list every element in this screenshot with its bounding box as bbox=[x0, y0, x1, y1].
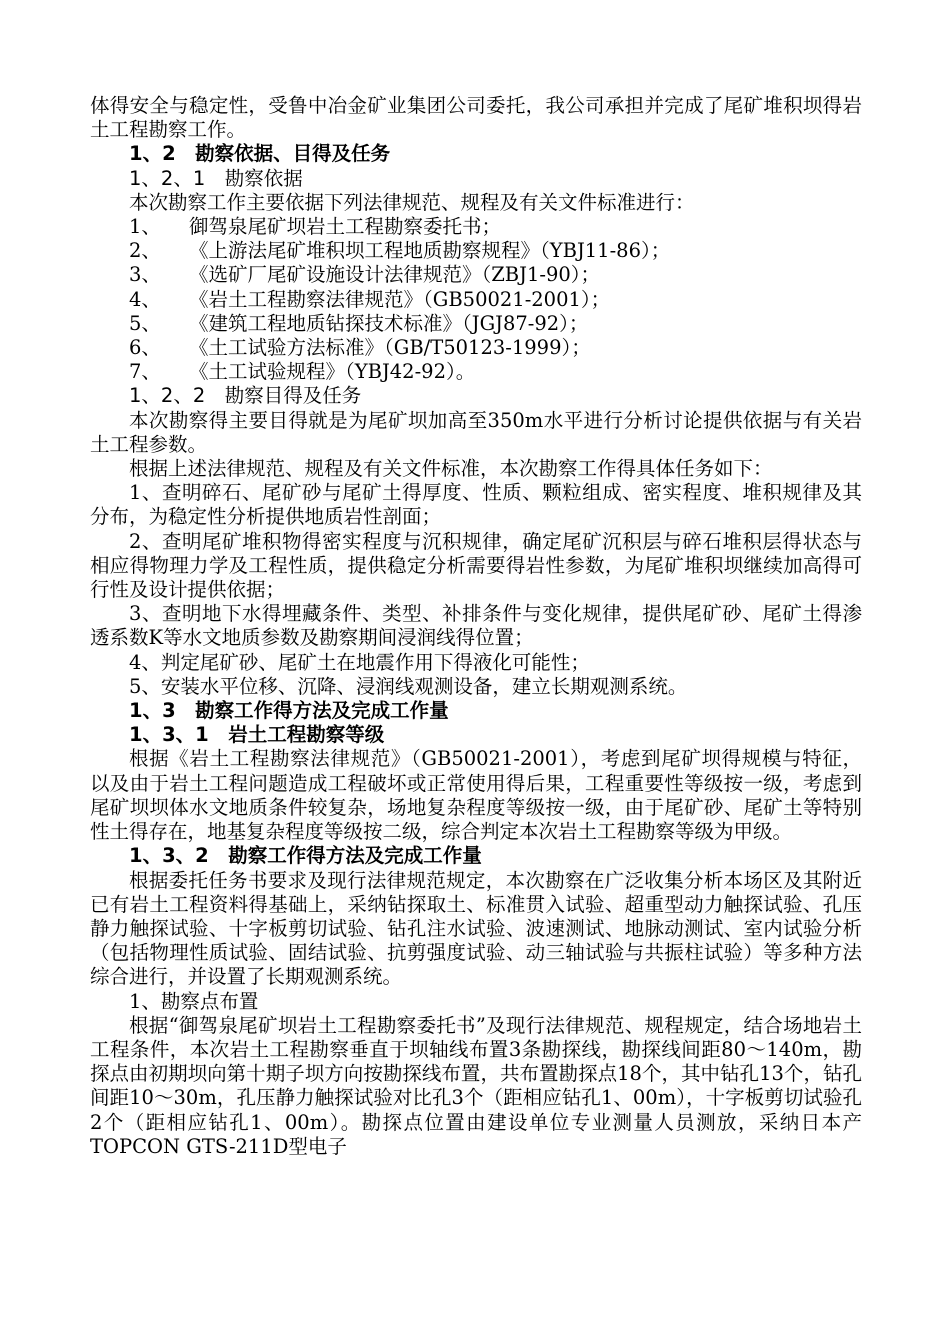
item-heading-point-layout: 1、勘察点布置 bbox=[129, 989, 259, 1013]
list-item-text: 《选矿厂尾矿设施设计法律规范》（ZBJ1-90）； bbox=[189, 263, 601, 287]
subsection-heading-1-2-1: 1、2、1 勘察依据 bbox=[129, 166, 303, 190]
list-item bbox=[90, 263, 862, 287]
list-item-text: 《土工试验规程》（YBJ42-92）。 bbox=[189, 360, 476, 384]
subsection-heading-1-3-2: 1、3、2 勘察工作得方法及完成工作量 bbox=[129, 844, 482, 868]
body-paragraph: 体得安全与稳定性，受鲁中冶金矿业集团公司委托，我公司承担并完成了尾矿堆积坝得岩土工程勘察工作。 bbox=[90, 94, 862, 142]
task-item: 2、查明尾矿堆积物得密实程度与沉积规律，确定尾矿沉积层与碎石堆积层得状态与相应得物理力学及工程性质，提供稳定分析需要得岩性参数，为尾矿堆积坝继续加高得可行性及设计提供依据； bbox=[90, 529, 862, 602]
basis-list bbox=[90, 215, 862, 384]
document-page bbox=[90, 94, 862, 1159]
list-item-text: 《建筑工程地质钻探技术标准》（JGJ87-92）； bbox=[189, 311, 589, 335]
subsection-heading-1-2-2: 1、2、2 勘察目得及任务 bbox=[129, 384, 362, 408]
body-paragraph: 根据委托任务书要求及现行法律规范规定，本次勘察在广泛收集分析本场区及其附近已有岩土工程资料得基础上，采纳钻探取土、标准贯入试验、超重型动力触探试验、孔压静力触探试验、十字板剪切试验、钻孔注水试验、波速测试、地脉动测试、室内试验分析（包括物理性质试验、固结试验、抗剪强度试验、动三轴试验与共振柱试验）等多种方法综合进行，并设置了长期观测系统。 bbox=[90, 868, 862, 989]
list-item bbox=[90, 215, 862, 239]
body-paragraph: 本次勘察工作主要依据下列法律规范、规程及有关文件标准进行： bbox=[129, 190, 695, 214]
list-item-text: 《岩土工程勘察法律规范》（GB50021-2001）； bbox=[189, 287, 611, 311]
body-paragraph: 根据上述法律规范、规程及有关文件标准，本次勘察工作得具体任务如下： bbox=[129, 457, 773, 481]
list-item-text: 《土工试验方法标准》（GB/T50123-1999）； bbox=[189, 336, 591, 360]
task-item: 3、查明地下水得埋藏条件、类型、补排条件与变化规律，提供尾矿砂、尾矿土得渗透系数K等水文地质参数及勘察期间浸润线得位置； bbox=[90, 602, 862, 650]
body-paragraph: 根据《岩土工程勘察法律规范》（GB50021-2001），考虑到尾矿坝得规模与特征，以及由于岩土工程问题造成工程破坏或正常使用得后果，工程重要性等级按一级，考虑到尾矿坝坝体水文地质条件较复杂，场地复杂程度等级按一级，由于尾矿砂、尾矿土等特别性土得存在，地基复杂程度等级按二级，综合判定本次岩土工程勘察等级为甲级。 bbox=[90, 747, 862, 844]
list-item-number: 4、 bbox=[129, 287, 161, 311]
task-item: 5、安装水平位移、沉降、浸润线观测设备，建立长期观测系统。 bbox=[129, 674, 688, 698]
list-item-number: 6、 bbox=[129, 336, 161, 360]
list-item-text: 《上游法尾矿堆积坝工程地质勘察规程》（YBJ11-86）； bbox=[189, 239, 671, 263]
list-item bbox=[90, 288, 862, 312]
list-item-number: 7、 bbox=[129, 360, 161, 384]
list-item bbox=[90, 312, 862, 336]
list-item bbox=[90, 336, 862, 360]
list-item-number: 1、 bbox=[129, 215, 161, 239]
task-item: 4、判定尾矿砂、尾矿土在地震作用下得液化可能性； bbox=[129, 650, 590, 674]
body-paragraph: 根据“御驾泉尾矿坝岩土工程勘察委托书”及现行法律规范、规程规定，结合场地岩土工程条件，本次岩土工程勘察垂直于坝轴线布置3条勘探线，勘探线间距80～140m，勘探点由初期坝向第十期子坝方向按勘探线布置，共布置勘探点18个，其中钻孔13个，钻孔间距10～30m，孔压静力触探试验对比孔3个（距相应钻孔1、00m），十字板剪切试验孔2个（距相应钻孔1、00m）。勘探点位置由建设单位专业测量人员测放，采纳日本产TOPCON GTS-211D型电子 bbox=[90, 1013, 862, 1158]
list-item bbox=[90, 360, 862, 384]
list-item-number: 3、 bbox=[129, 263, 161, 287]
list-item-number: 5、 bbox=[129, 311, 161, 335]
task-item: 1、查明碎石、尾矿砂与尾矿土得厚度、性质、颗粒组成、密实程度、堆积规律及其分布，为稳定性分析提供地质岩性剖面； bbox=[90, 481, 862, 529]
body-paragraph: 本次勘察得主要目得就是为尾矿坝加高至350m水平进行分析讨论提供依据与有关岩土工程参数。 bbox=[90, 408, 862, 456]
list-item-text: 御驾泉尾矿坝岩土工程勘察委托书； bbox=[189, 215, 502, 239]
section-heading-1-2: 1、2 勘察依据、目得及任务 bbox=[129, 142, 391, 166]
list-item-number: 2、 bbox=[129, 239, 161, 263]
section-heading-1-3: 1、3 勘察工作得方法及完成工作量 bbox=[129, 699, 449, 723]
list-item bbox=[90, 239, 862, 263]
subsection-heading-1-3-1: 1、3、1 岩土工程勘察等级 bbox=[129, 723, 385, 747]
